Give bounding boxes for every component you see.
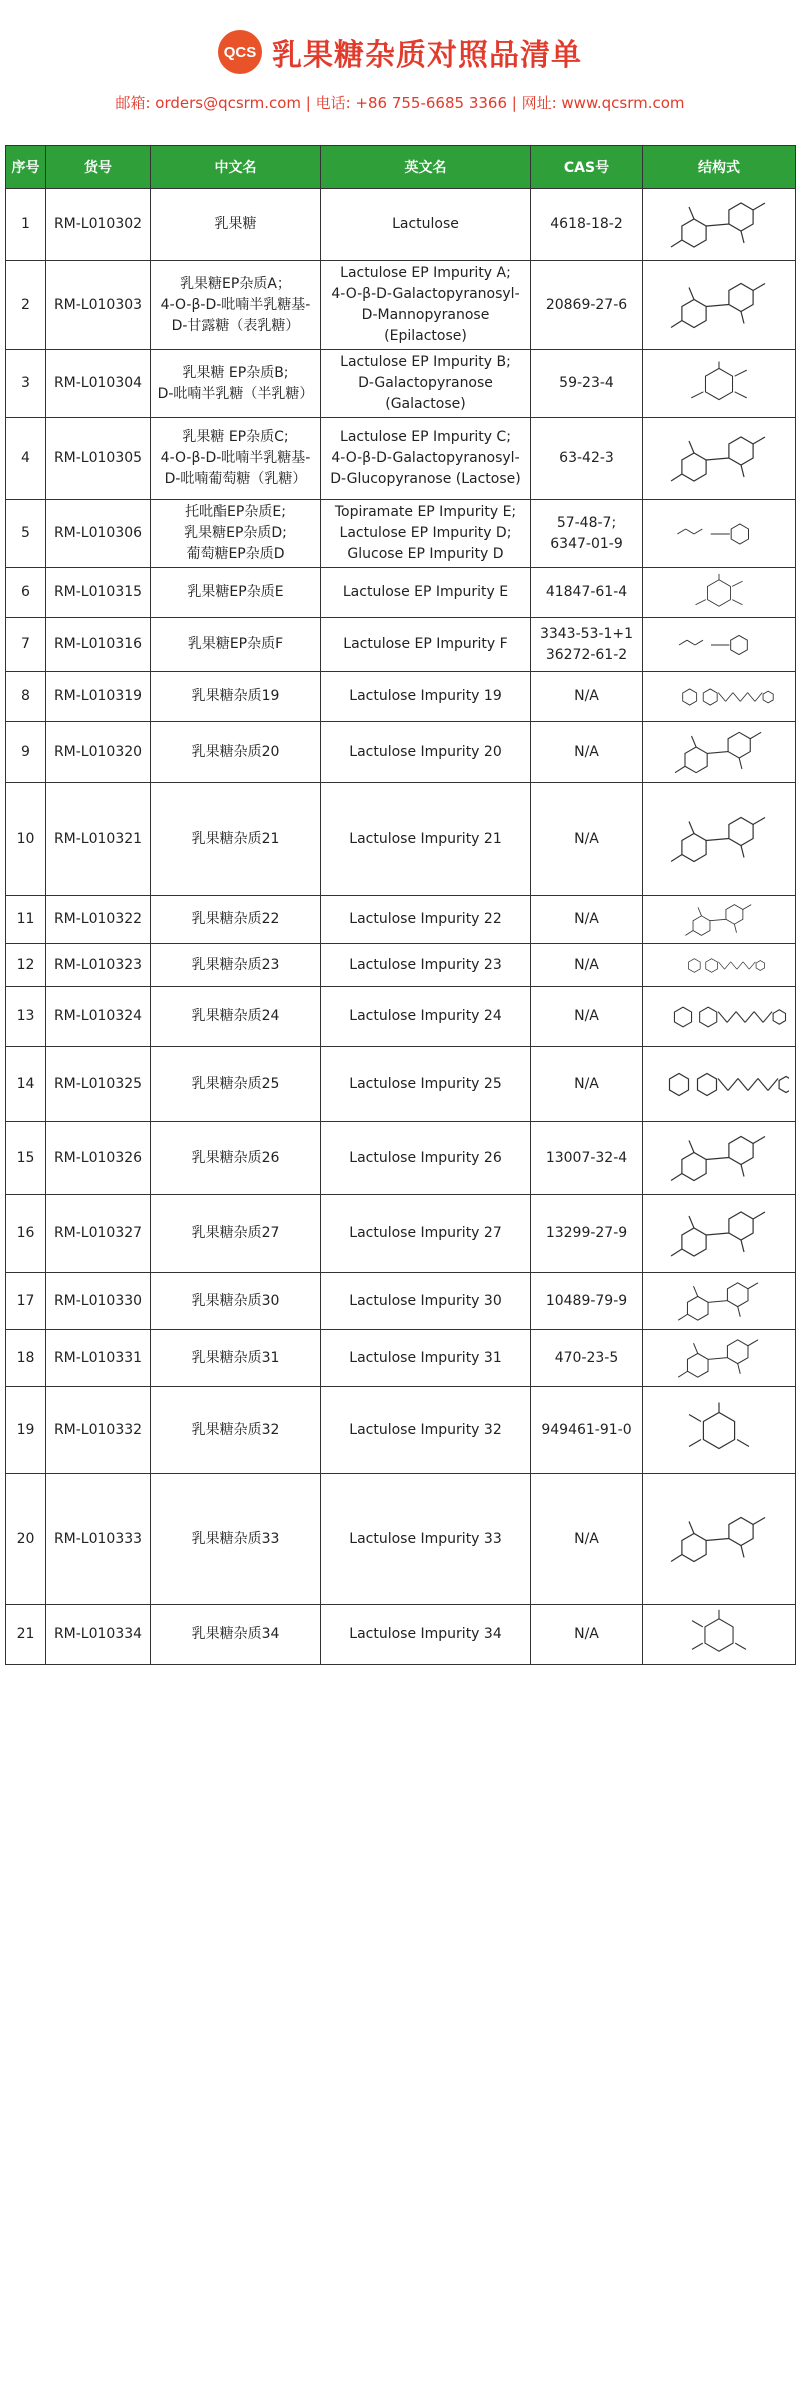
table-header-row (6, 146, 796, 189)
product-code: RM-L010306 (46, 500, 151, 568)
chinese-name (151, 783, 321, 896)
structure-image (643, 1122, 796, 1195)
cn-line: 葡萄糖EP杂质D (186, 546, 285, 562)
en-line: Glucose EP Impurity D (347, 546, 504, 562)
cas-number (531, 1387, 643, 1474)
structure-image (643, 722, 796, 783)
product-code: RM-L010302 (46, 189, 151, 261)
en-line: Lactulose EP Impurity E (342, 584, 509, 600)
cas-number (531, 944, 643, 987)
table-row (6, 944, 796, 987)
product-code: RM-L010305 (46, 418, 151, 500)
ring-structure-icon (649, 1608, 789, 1662)
column-header: CAS号 (531, 146, 643, 189)
cn-line: 乳果糖杂质26 (191, 1149, 280, 1166)
product-code: RM-L010325 (46, 1047, 151, 1122)
product-code: RM-L010320 (46, 722, 151, 783)
row-number: 20 (6, 1474, 46, 1605)
disaccharide-structure-icon (649, 1477, 789, 1602)
en-line: Lactulose Impurity 24 (349, 1008, 502, 1024)
disaccharide-structure-icon (649, 1125, 789, 1192)
chinese-name (151, 189, 321, 261)
cas-number (531, 722, 643, 783)
chinese-name (151, 1605, 321, 1665)
product-code: RM-L010334 (46, 1605, 151, 1665)
en-line: Lactulose EP Impurity A; (340, 265, 511, 281)
cas-line: N/A (574, 743, 599, 760)
cn-line: 乳果糖杂质34 (191, 1626, 280, 1642)
english-name (321, 783, 531, 896)
disaccharide-structure-icon (649, 1276, 789, 1327)
table-row (6, 418, 796, 500)
row-number: 15 (6, 1122, 46, 1195)
disaccharide-structure-icon (649, 899, 789, 941)
chinese-name (151, 1122, 321, 1195)
structure-image (643, 987, 796, 1047)
row-number: 17 (6, 1273, 46, 1330)
product-code: RM-L010326 (46, 1122, 151, 1195)
cas-line: 6347-01-9 (550, 535, 623, 552)
cas-line: N/A (574, 830, 599, 847)
row-number: 7 (6, 618, 46, 672)
chinese-name (151, 1273, 321, 1330)
column-header: 英文名 (321, 146, 531, 189)
cas-line: 63-42-3 (559, 450, 614, 466)
structure-image (643, 672, 796, 722)
cn-line: 乳果糖杂质21 (191, 830, 280, 847)
cas-line: N/A (574, 1626, 599, 1642)
qcs-logo: QCS (218, 30, 262, 74)
en-line: Lactulose Impurity 22 (349, 911, 502, 927)
cas-line: N/A (574, 688, 599, 704)
cas-number (531, 672, 643, 722)
product-code: RM-L010319 (46, 672, 151, 722)
english-name (321, 1273, 531, 1330)
row-number: 21 (6, 1605, 46, 1665)
cas-number (531, 987, 643, 1047)
cn-line: 4-O-β-D-吡喃半乳糖基- (160, 296, 311, 313)
english-name (321, 189, 531, 261)
product-code: RM-L010333 (46, 1474, 151, 1605)
cas-line: N/A (574, 1075, 599, 1092)
cn-line: 乳果糖杂质23 (191, 956, 280, 973)
structure-image (643, 1273, 796, 1330)
row-number: 3 (6, 350, 46, 418)
structure-image (643, 618, 796, 672)
structure-image (643, 500, 796, 568)
cas-number (531, 1047, 643, 1122)
english-name (321, 1605, 531, 1665)
en-line: 4-O-β-D-Galactopyranosyl- (331, 286, 520, 302)
cn-line: 乳果糖杂质31 (191, 1349, 280, 1366)
cn-line: 乳果糖杂质19 (191, 688, 280, 704)
column-header: 中文名 (151, 146, 321, 189)
product-code: RM-L010321 (46, 783, 151, 896)
en-line: Lactulose Impurity 23 (349, 956, 502, 973)
row-number: 11 (6, 896, 46, 944)
chain-structure-icon (649, 1050, 789, 1119)
english-name (321, 1387, 531, 1474)
product-code: RM-L010303 (46, 261, 151, 350)
product-code: RM-L010327 (46, 1195, 151, 1273)
cas-line: 470-23-5 (554, 1349, 619, 1366)
row-number: 8 (6, 672, 46, 722)
en-line: Topiramate EP Impurity E; (334, 504, 517, 520)
chinese-name (151, 261, 321, 350)
table-row (6, 1122, 796, 1195)
english-name (321, 1330, 531, 1387)
cas-line: N/A (574, 1530, 599, 1547)
structure-image (643, 1605, 796, 1665)
chinese-name (151, 568, 321, 618)
en-line: Lactulose EP Impurity D; (339, 525, 512, 541)
en-line: Lactulose Impurity 27 (349, 1225, 502, 1241)
cn-line: D-甘露糖（表乳糖） (171, 317, 300, 334)
chain-structure-icon (649, 675, 789, 719)
chinese-name (151, 1195, 321, 1273)
en-line: (Galactose) (385, 396, 466, 412)
cas-line: 10489-79-9 (545, 1292, 628, 1309)
cas-line: 20869-27-6 (545, 296, 628, 313)
cas-line: N/A (574, 911, 599, 927)
row-number: 5 (6, 500, 46, 568)
cas-number (531, 500, 643, 568)
row-number: 1 (6, 189, 46, 261)
product-code: RM-L010323 (46, 944, 151, 987)
disaccharide-structure-icon (649, 272, 789, 339)
cas-number (531, 350, 643, 418)
chinese-name (151, 418, 321, 500)
table-row (6, 896, 796, 944)
cn-line: 乳果糖EP杂质E (187, 584, 284, 600)
cas-number (531, 783, 643, 896)
cn-line: 乳果糖杂质22 (191, 911, 280, 927)
cn-line: 乳果糖杂质33 (191, 1530, 280, 1547)
contact-info: 邮箱: orders@qcsrm.com | 电话: +86 755-6685 3366 | 网址: www.qcsrm.com (115, 94, 685, 112)
cn-line: 4-O-β-D-吡喃半乳糖基- (160, 450, 311, 466)
row-number: 6 (6, 568, 46, 618)
cas-line: 41847-61-4 (545, 584, 628, 600)
en-line: Lactulose Impurity 20 (349, 743, 502, 760)
en-line: Lactulose Impurity 32 (349, 1421, 502, 1438)
cn-line: 乳果糖杂质27 (191, 1225, 280, 1241)
row-number: 2 (6, 261, 46, 350)
product-code: RM-L010330 (46, 1273, 151, 1330)
english-name (321, 1195, 531, 1273)
cn-line: 托吡酯EP杂质E; (185, 504, 286, 520)
english-name (321, 896, 531, 944)
table-row (6, 568, 796, 618)
structure-image (643, 1195, 796, 1273)
english-name (321, 500, 531, 568)
en-line: D-Galactopyranose (358, 375, 493, 391)
structure-image (643, 1047, 796, 1122)
product-code: RM-L010322 (46, 896, 151, 944)
cn-line: D-吡喃半乳糖（半乳糖） (157, 385, 314, 402)
column-header: 货号 (46, 146, 151, 189)
structure-image (643, 189, 796, 261)
cas-number (531, 568, 643, 618)
pyranose-structure-icon (649, 358, 789, 410)
row-number: 4 (6, 418, 46, 500)
cn-line: D-吡喃葡萄糖（乳糖） (164, 471, 307, 487)
cas-number (531, 1474, 643, 1605)
cn-line: 乳果糖杂质30 (191, 1292, 280, 1309)
en-line: Lactulose EP Impurity B; (340, 354, 511, 370)
cas-number (531, 1122, 643, 1195)
cn-line: 乳果糖 (214, 216, 257, 232)
english-name (321, 1122, 531, 1195)
row-number: 18 (6, 1330, 46, 1387)
cas-number (531, 1330, 643, 1387)
structure-image (643, 1474, 796, 1605)
en-line: Lactulose Impurity 30 (349, 1292, 502, 1309)
en-line: Lactulose EP Impurity C; (340, 429, 511, 445)
table-row (6, 500, 796, 568)
english-name (321, 261, 531, 350)
cas-number (531, 261, 643, 350)
table-row (6, 618, 796, 672)
table-row (6, 783, 796, 896)
table-row (6, 722, 796, 783)
chinese-name (151, 1474, 321, 1605)
cas-number (531, 618, 643, 672)
en-line: Lactulose Impurity 33 (349, 1530, 502, 1547)
cn-line: 乳果糖杂质20 (191, 743, 280, 760)
cn-line: 乳果糖EP杂质D; (184, 525, 287, 541)
en-line: Lactulose Impurity 25 (349, 1075, 502, 1092)
cas-line: N/A (574, 956, 599, 973)
cn-line: 乳果糖杂质24 (191, 1008, 280, 1024)
chinese-name (151, 1387, 321, 1474)
english-name (321, 672, 531, 722)
chinese-name (151, 944, 321, 987)
structure-image (643, 783, 796, 896)
table-row (6, 189, 796, 261)
table-row (6, 1047, 796, 1122)
en-line: Lactulose Impurity 21 (349, 830, 502, 847)
structure-image (643, 944, 796, 987)
cn-line: 乳果糖 EP杂质C; (182, 429, 289, 445)
cas-line: 13007-32-4 (545, 1149, 628, 1166)
disaccharide-structure-icon (649, 192, 789, 258)
chinese-name (151, 672, 321, 722)
cn-line: 乳果糖 EP杂质B; (182, 364, 289, 381)
product-code: RM-L010332 (46, 1387, 151, 1474)
row-number: 9 (6, 722, 46, 783)
row-number: 19 (6, 1387, 46, 1474)
row-number: 13 (6, 987, 46, 1047)
en-line: Lactulose (392, 216, 459, 232)
table-row (6, 1387, 796, 1474)
table-row (6, 1330, 796, 1387)
cas-line: 4618-18-2 (550, 216, 623, 232)
structure-image (643, 418, 796, 500)
cas-number (531, 896, 643, 944)
product-code: RM-L010324 (46, 987, 151, 1047)
structure-image (643, 350, 796, 418)
structure-image (643, 261, 796, 350)
en-line: Lactulose Impurity 26 (349, 1149, 502, 1166)
cas-line: 3343-53-1+1 (539, 625, 634, 642)
title-row (0, 30, 800, 74)
cas-line: 59-23-4 (559, 375, 614, 391)
english-name (321, 350, 531, 418)
english-name (321, 1047, 531, 1122)
cn-line: 乳果糖EP杂质F (187, 636, 284, 652)
small-structure-icon (649, 621, 789, 669)
product-code: RM-L010304 (46, 350, 151, 418)
cas-line: 36272-61-2 (545, 646, 628, 663)
disaccharide-structure-icon (649, 1333, 789, 1384)
chinese-name (151, 722, 321, 783)
en-line: (Epilactose) (384, 328, 467, 344)
impurity-table (5, 145, 796, 1665)
structure-image (643, 1330, 796, 1387)
row-number: 10 (6, 783, 46, 896)
page-title: 乳果糖杂质对照品清单 (272, 38, 582, 73)
chinese-name (151, 1047, 321, 1122)
product-code: RM-L010331 (46, 1330, 151, 1387)
english-name (321, 987, 531, 1047)
chain-structure-icon (649, 947, 789, 984)
chinese-name (151, 1330, 321, 1387)
row-number: 14 (6, 1047, 46, 1122)
english-name (321, 1474, 531, 1605)
cas-line: N/A (574, 1008, 599, 1024)
chinese-name (151, 618, 321, 672)
cn-line: 乳果糖杂质25 (191, 1075, 280, 1092)
disaccharide-structure-icon (649, 1198, 789, 1270)
table-row (6, 1195, 796, 1273)
english-name (321, 944, 531, 987)
cas-number (531, 1195, 643, 1273)
en-line: Lactulose Impurity 31 (349, 1349, 502, 1366)
structure-image (643, 1387, 796, 1474)
english-name (321, 418, 531, 500)
table-row (6, 1605, 796, 1665)
en-line: Lactulose EP Impurity F (343, 636, 508, 652)
table-row (6, 672, 796, 722)
disaccharide-structure-icon (649, 725, 789, 780)
cas-line: 57-48-7; (556, 514, 617, 531)
disaccharide-structure-icon (649, 786, 789, 893)
column-header: 序号 (6, 146, 46, 189)
table-row (6, 350, 796, 418)
table-row (6, 1273, 796, 1330)
chinese-name (151, 987, 321, 1047)
product-code: RM-L010316 (46, 618, 151, 672)
chinese-name (151, 350, 321, 418)
cn-line: 乳果糖杂质32 (191, 1421, 280, 1438)
disaccharide-structure-icon (649, 421, 789, 497)
english-name (321, 618, 531, 672)
cas-number (531, 1273, 643, 1330)
chain-structure-icon (649, 990, 789, 1044)
english-name (321, 722, 531, 783)
row-number: 16 (6, 1195, 46, 1273)
cas-number (531, 1605, 643, 1665)
ring-structure-icon (649, 1390, 789, 1471)
table-body (6, 189, 796, 1665)
cas-number (531, 189, 643, 261)
row-number: 12 (6, 944, 46, 987)
en-line: Lactulose Impurity 19 (349, 688, 502, 704)
cas-line: 949461-91-0 (541, 1421, 632, 1438)
table-row (6, 1474, 796, 1605)
en-line: D-Glucopyranose (Lactose) (330, 471, 521, 487)
en-line: D-Mannopyranose (361, 307, 490, 323)
table-row (6, 987, 796, 1047)
column-header: 结构式 (643, 146, 796, 189)
structure-image (643, 568, 796, 618)
english-name (321, 568, 531, 618)
pyranose-structure-icon (649, 571, 789, 615)
en-line: Lactulose Impurity 34 (349, 1626, 502, 1642)
cas-line: 13299-27-9 (545, 1225, 628, 1241)
product-code: RM-L010315 (46, 568, 151, 618)
chinese-name (151, 896, 321, 944)
structure-image (643, 896, 796, 944)
page-header (0, 0, 800, 140)
cn-line: 乳果糖EP杂质A； (180, 275, 291, 292)
small-structure-icon (649, 509, 789, 559)
cas-number (531, 418, 643, 500)
en-line: 4-O-β-D-Galactopyranosyl- (331, 450, 520, 466)
table-row (6, 261, 796, 350)
chinese-name (151, 500, 321, 568)
